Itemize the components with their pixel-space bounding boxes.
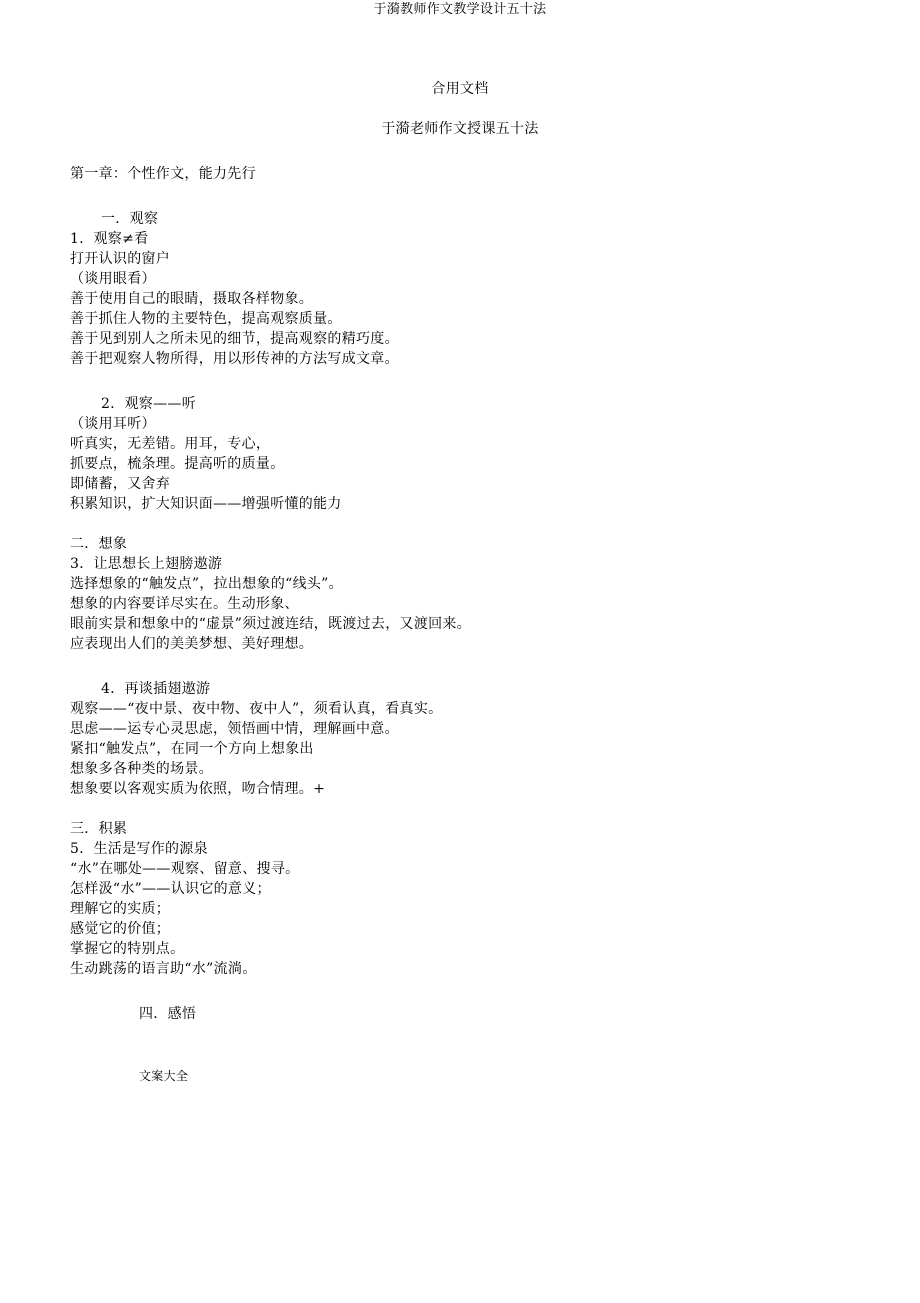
body-line: 掌握它的特别点。 xyxy=(70,941,185,957)
body-line: 思虑——运专心灵思虑，领悟画中情，理解画中意。 xyxy=(70,721,399,737)
body-line: 善于抓住人物的主要特色，提高观察质量。 xyxy=(70,311,342,327)
body-line: 理解它的实质； xyxy=(70,901,171,917)
running-header: 于漪教师作文教学设计五十法 xyxy=(373,2,547,17)
body-line: 眼前实景和想象中的“虚景”须过渡连结，既渡过去，又渡回来。 xyxy=(70,616,472,632)
body-line: 善于把观察人物所得，用以形传神的方法写成文章。 xyxy=(70,351,399,367)
document-label: 合用文档 xyxy=(431,81,489,97)
footer-text: 文案大全 xyxy=(139,1069,189,1083)
body-line: 积累知识，扩大知识面——增强听懂的能力 xyxy=(70,496,342,512)
body-line: 善于见到别人之所未见的细节，提高观察的精巧度。 xyxy=(70,331,399,347)
body-line: 应表现出人们的美美梦想、美好理想。 xyxy=(70,636,314,652)
body-line: 观察——“夜中景、夜中物、夜中人”，须看认真，看真实。 xyxy=(70,701,443,717)
body-line: 选择想象的“触发点”，拉出想象的“线头”。 xyxy=(70,576,343,592)
body-line: 抓要点，梳条理。提高听的质量。 xyxy=(70,456,285,472)
subheading-3: 3．让思想长上翅膀遨游 xyxy=(70,556,223,572)
subheading-4: 4．再谈插翅遨游 xyxy=(101,681,211,697)
subheading-2: 2．观察——听 xyxy=(101,396,197,412)
section-heading-accumulate: 三．积累 xyxy=(70,821,128,837)
body-line: 即储蓄，又舍弃 xyxy=(70,476,171,492)
subheading-1: 1．观察≠看 xyxy=(70,231,149,247)
body-line: 打开认识的窗户 xyxy=(70,251,171,267)
section-heading-observe: 一．观察 xyxy=(101,211,159,227)
body-line: （谈用眼看） xyxy=(70,271,156,287)
body-line: 想象要以客观实质为依照，吻合情理。+ xyxy=(70,781,326,797)
subheading-5: 5．生活是写作的源泉 xyxy=(70,841,208,857)
section-heading-insight: 四．感悟 xyxy=(139,1006,197,1022)
body-line: 紧扣“触发点”，在同一个方向上想象出 xyxy=(70,741,314,757)
body-line: “水”在哪处——观察、留意、搜寻。 xyxy=(70,861,300,877)
body-line: 怎样汲“水”——认识它的意义； xyxy=(70,881,271,897)
body-line: 感觉它的价值； xyxy=(70,921,171,937)
body-line: 生动跳荡的语言助“水”流淌。 xyxy=(70,961,257,977)
chapter-heading: 第一章：个性作文，能力先行 xyxy=(70,166,256,182)
body-line: 想象的内容要详尽实在。生动形象、 xyxy=(70,596,299,612)
body-line: 想象多各种类的场景。 xyxy=(70,761,213,777)
body-line: （谈用耳听） xyxy=(70,416,156,432)
body-line: 听真实，无差错。用耳，专心， xyxy=(70,436,271,452)
document-title: 于漪老师作文授课五十法 xyxy=(381,121,539,137)
body-line: 善于使用自己的眼睛，摄取各样物象。 xyxy=(70,291,314,307)
section-heading-imagine: 二．想象 xyxy=(70,536,128,552)
